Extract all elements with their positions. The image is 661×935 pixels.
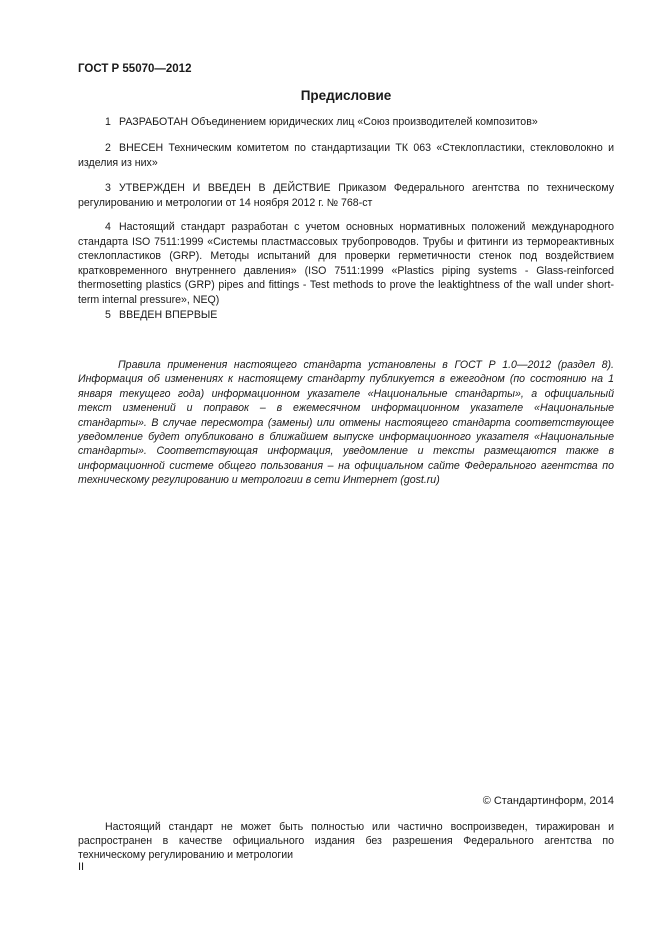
item-text: Техническим комитетом по стандартизации ТК 063 «Стеклопластики, стекловолокно и изделия из них»	[78, 142, 614, 169]
page-number: II	[78, 861, 85, 873]
item-text: стандарт разработан с учетом основных нормативных положений международного стандарта ISO 7511:1999 «Системы пластмассовых трубопроводов. Трубы и фитинги из термореактивных стеклопластиков (GRP). Методы испытаний для проверки герметичности стенок под воздействием кратковременного внутреннего давления» (ISO 7511:1999 «Plastics piping systems - Glass-reinforced thermosetting plastics (GRP) pipes and fittings - Test methods to prove the leaktightness of the wall under short-term internal pressure», NEQ)	[78, 221, 614, 306]
item-lead: ВВЕДЕН ВПЕРВЫЕ	[119, 309, 218, 321]
document-code: ГОСТ Р 55070—2012	[78, 63, 192, 75]
item-number: 2	[105, 142, 111, 154]
item-number: 4	[105, 221, 111, 233]
item-lead: УТВЕРЖДЕН И ВВЕДЕН В ДЕЙСТВИЕ	[119, 182, 331, 194]
item-lead: РАЗРАБОТАН	[119, 116, 189, 128]
foreword-item-1	[78, 115, 614, 130]
standard-usage-note: Правила применения настоящего стандарта установлены в ГОСТ Р 1.0—2012 (раздел 8). Информация об изменениях к настоящему стандарту публикуется в ежегодном (по состоянию на 1 января текущего года) информационном указателе «Национальные стандарты», а официальный текст изменений и поправок – в ежемесячном информационном указателе «Национальные стандарты». В случае пересмотра (замены) или отмены настоящего стандарта соответствующее уведомление будет опубликовано в ближайшем выпуске информационного указателя «Национальные стандарты». Соответствующая информация, уведомление и тексты размещаются также в информационной системе общего пользования – на официальном сайте Федерального агентства по техническому регулированию и метрологии в сети Интернет (gost.ru)	[78, 359, 614, 487]
item-lead: ВНЕСЕН	[119, 142, 164, 154]
copyright-notice: © Стандартинформ, 2014	[482, 795, 614, 807]
item-lead: Настоящий	[119, 221, 175, 233]
item-number: 5	[105, 309, 111, 321]
item-text: Объединением юридических лиц «Союз производителей композитов»	[188, 116, 538, 128]
foreword-item-2	[78, 141, 614, 170]
foreword-item-3	[78, 181, 614, 210]
page-title: Предисловие	[300, 88, 392, 103]
foreword-item-5	[78, 308, 614, 323]
item-number: 1	[105, 116, 111, 128]
foreword-item-4	[78, 220, 614, 307]
item-text: Приказом Федерального агентства по техническому регулированию и метрологии от 14 ноября 2012 г. № 768-ст	[78, 182, 614, 209]
item-number: 3	[105, 182, 111, 194]
reproduction-notice: Настоящий стандарт не может быть полностью или частично воспроизведен, тиражирован и распространен в качестве официального издания без разрешения Федерального агентства по техническому регулированию и метрологии	[78, 821, 614, 862]
